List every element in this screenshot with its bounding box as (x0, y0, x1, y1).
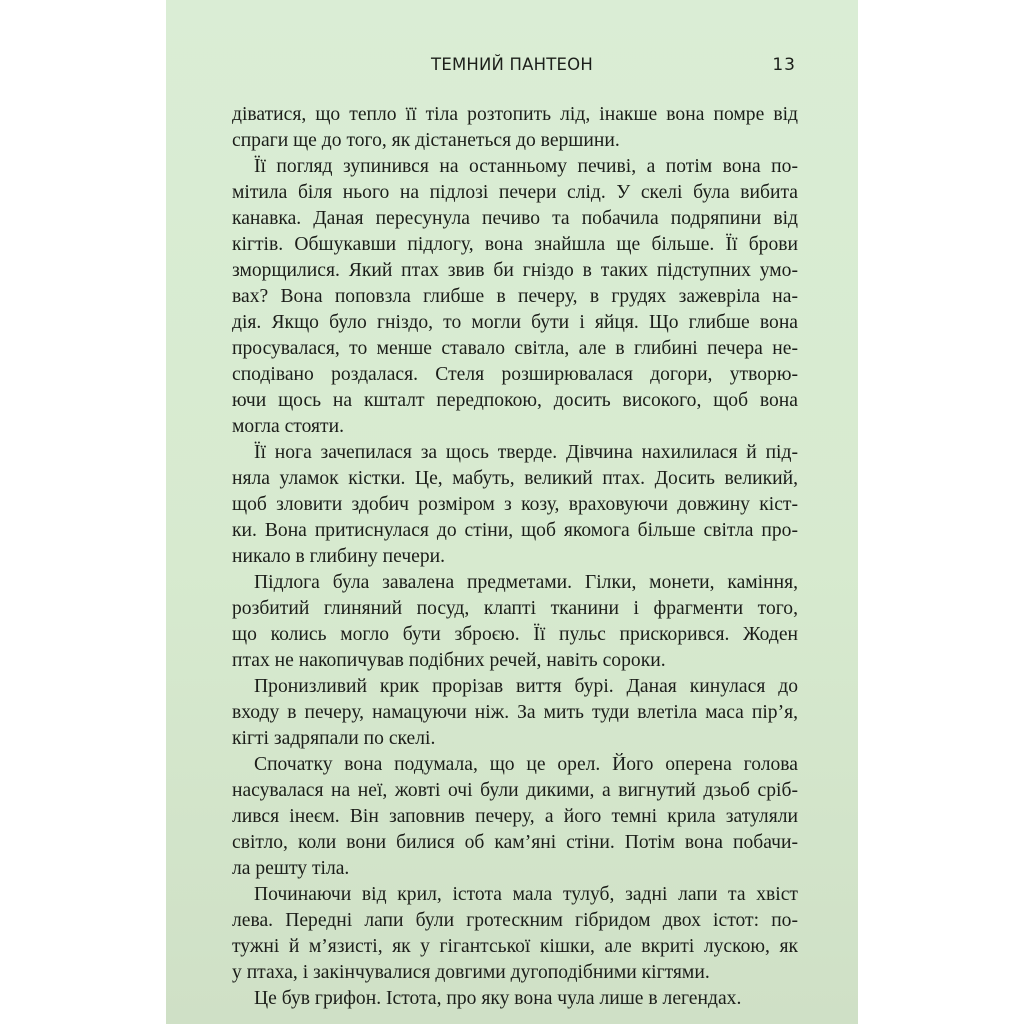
text-line: Це був грифон. Істота, про яку вона чула лише в легендах. (254, 988, 742, 1009)
text-line: птах не накопичував подібних речей, навіть сороки. (232, 650, 666, 671)
paragraph (232, 154, 798, 440)
running-title: ТЕМНИЙ ПАНТЕОН (431, 55, 593, 74)
text-line: Пронизливий крик прорізав виття бурі. Даная кинулася до (254, 676, 798, 697)
text-line: вах? Вона поповзла глибше в печеру, в грудях зажевріла на- (232, 286, 798, 307)
text-line: спраги ще до того, як дістанеться до вершини. (232, 130, 620, 151)
body-text (232, 102, 798, 1012)
text-line: входу в печеру, намацуючи ніж. За мить туди влетіла маса пір’я, (232, 702, 798, 723)
text-line: світло, коли вони билися об кам’яні стіни. Потім вона побачи- (232, 832, 798, 853)
text-line: щоб зловити здобич розміром з козу, враховуючи довжину кіст- (232, 494, 798, 515)
text-line: насувалася на неї, жовті очі були дикими, а вигнутий дзьоб сріб- (232, 780, 798, 801)
text-line: Її нога зачепилася за щось тверде. Дівчина нахилилася й під- (254, 442, 798, 463)
text-line: кігтів. Обшукавши підлогу, вона знайшла ще більше. Її брови (232, 234, 798, 255)
running-header (166, 50, 858, 80)
text-line: розбитий глиняний посуд, клапті тканини і фрагменти того, (232, 598, 798, 619)
text-line: у птаха, і закінчувалися довгими дугоподібними кігтями. (232, 962, 710, 983)
text-line: тужні й м’язисті, як у гігантської кішки, але вкриті лускою, як (232, 936, 798, 957)
paragraph (232, 102, 798, 154)
paragraph (232, 440, 798, 570)
text-line: діватися, що тепло її тіла розтопить лід, інакше вона помре від (232, 104, 798, 125)
text-line: Спочатку вона подумала, що це орел. Його оперена голова (254, 754, 798, 775)
page-number: 13 (772, 55, 796, 75)
paragraph (232, 882, 798, 986)
text-line: зморщилися. Який птах звив би гніздо в таких підступних умо- (232, 260, 798, 281)
text-line: лився інеєм. Він заповнив печеру, а його темні крила затуляли (232, 806, 798, 827)
text-line: сподівано роздалася. Стеля розширювалася догори, утворю- (232, 364, 798, 385)
text-line: мітила біля нього на підлозі печери слід. У скелі була вибита (232, 182, 798, 203)
paragraph (232, 986, 798, 1012)
text-line: кігті задряпали по скелі. (232, 728, 436, 749)
text-line: Її погляд зупинився на останньому печиві, а потім вона по- (254, 156, 798, 177)
book-page (166, 0, 858, 1024)
text-line: канавка. Даная пересунула печиво та побачила подряпини від (232, 208, 798, 229)
text-line: няла уламок кістки. Це, мабуть, великий птах. Досить великий, (232, 468, 798, 489)
text-line: никало в глибину печери. (232, 546, 446, 567)
text-line: ючи щось на кшталт передпокою, досить високого, щоб вона (232, 390, 798, 411)
paragraph (232, 674, 798, 752)
text-line: що колись могло бути зброєю. Її пульс прискорився. Жоден (232, 624, 798, 645)
text-line: Підлога була завалена предметами. Гілки, монети, каміння, (254, 572, 798, 593)
paragraph (232, 752, 798, 882)
text-line: ла решту тіла. (232, 858, 350, 879)
text-line: ки. Вона притиснулася до стіни, щоб якомога більше світла про- (232, 520, 798, 541)
paragraph (232, 570, 798, 674)
text-line: могла стояти. (232, 416, 344, 437)
text-line: Починаючи від крил, істота мала тулуб, задні лапи та хвіст (254, 884, 798, 905)
text-line: лева. Передні лапи були гротескним гібридом двох істот: по- (232, 910, 798, 931)
text-line: просувалася, то менше ставало світла, але в глибині печера не- (232, 338, 798, 359)
text-line: дія. Якщо було гніздо, то могли бути і яйця. Що глибше вона (232, 312, 798, 333)
